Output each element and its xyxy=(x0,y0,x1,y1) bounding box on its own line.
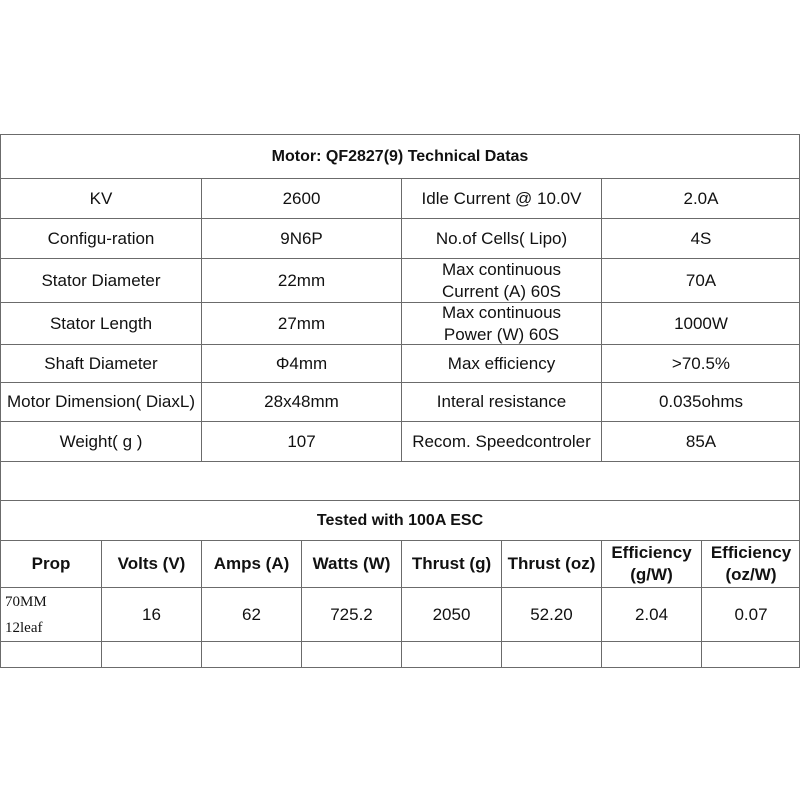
test-header-cell-line-1: Efficiency xyxy=(611,543,692,562)
spec-right-label-cell: Max efficiency xyxy=(447,353,556,373)
spec-left-label-cell: Motor Dimension( DiaxL) xyxy=(7,392,195,411)
test-header-cell-line-1: Efficiency xyxy=(710,543,792,562)
test-prop-cell xyxy=(1,588,105,641)
spec-right-label-cell: No.of Cells( Lipo) xyxy=(435,228,568,248)
test-tail-line xyxy=(0,667,800,668)
test-value-cell: 52.20 xyxy=(530,604,573,624)
spec-left-label-cell: Stator Diameter xyxy=(41,270,161,290)
test-value-cell: 16 xyxy=(142,604,161,624)
test-header-cell: Prop xyxy=(31,554,71,573)
spec-right-value-cell: 70A xyxy=(685,270,717,290)
spec-right-label-cell: Recom. Speedcontroler xyxy=(412,431,591,451)
test-header-cell: Thrust (g) xyxy=(411,554,492,573)
spec-left-value-cell: 22mm xyxy=(277,270,326,290)
spec-right-value-cell: 85A xyxy=(685,431,717,451)
test-header-cell xyxy=(602,541,701,587)
spec-right-value-cell: 1000W xyxy=(674,313,728,333)
spec-row-divider xyxy=(0,461,800,462)
spec-left-label-cell: Configu-ration xyxy=(47,228,155,248)
test-table-title: Tested with 100A ESC xyxy=(316,511,484,529)
spec-left-value-cell: 28x48mm xyxy=(264,392,339,411)
test-value-cell: 0.07 xyxy=(734,604,768,624)
spec-left-value-cell: 2600 xyxy=(282,188,321,208)
test-header-cell: Volts (V) xyxy=(117,554,186,573)
test-prop-cell-line-1: 70MM xyxy=(5,593,47,610)
spec-left-value-cell: 107 xyxy=(287,431,316,451)
spec-right-value-cell: 2.0A xyxy=(683,188,719,208)
test-prop-cell-line-2: 12leaf xyxy=(5,619,43,636)
spec-right-label-cell: Idle Current @ 10.0V xyxy=(421,188,582,208)
spacer-border-left xyxy=(0,461,1,500)
test-value-cell: 62 xyxy=(242,604,261,624)
spec-right-label-cell-line-1: Max continuous xyxy=(441,259,562,279)
test-header-cell: Amps (A) xyxy=(213,554,290,573)
spec-left-value-cell: Φ4mm xyxy=(275,353,328,373)
test-row-divider xyxy=(0,641,800,642)
spec-left-value-cell: 9N6P xyxy=(280,228,323,248)
test-header-cell xyxy=(702,541,800,587)
spec-right-label-cell-line-2: Current (A) 60S xyxy=(441,281,562,301)
spec-table-title: Motor: QF2827(9) Technical Datas xyxy=(271,147,529,165)
test-value-cell: 2.04 xyxy=(634,604,669,624)
spec-right-label-cell-line-2: Power (W) 60S xyxy=(443,324,560,344)
spec-right-value-cell: 4S xyxy=(690,228,712,248)
spec-right-label-cell: Interal resistance xyxy=(436,392,567,411)
spec-left-label-cell: KV xyxy=(89,188,113,208)
spec-left-label-cell: Weight( g ) xyxy=(59,431,143,451)
test-header-cell-line-2: (oz/W) xyxy=(725,565,777,584)
spec-right-label-cell-line-1: Max continuous xyxy=(441,303,562,322)
spec-right-value-cell: >70.5% xyxy=(671,353,731,373)
spec-right-label-cell xyxy=(402,259,601,302)
test-value-cell: 725.2 xyxy=(330,604,373,624)
test-value-cell: 2050 xyxy=(432,604,471,624)
test-header-cell: Watts (W) xyxy=(312,554,391,573)
spec-left-label-cell: Stator Length xyxy=(49,313,153,333)
spec-left-value-cell: 27mm xyxy=(277,313,326,333)
test-header-cell: Thrust (oz) xyxy=(507,554,596,573)
spec-left-label-cell: Shaft Diameter xyxy=(44,353,158,373)
test-header-cell-line-2: (g/W) xyxy=(630,565,673,584)
spec-right-label-cell xyxy=(402,303,601,344)
spec-right-value-cell: 0.035ohms xyxy=(658,392,744,411)
